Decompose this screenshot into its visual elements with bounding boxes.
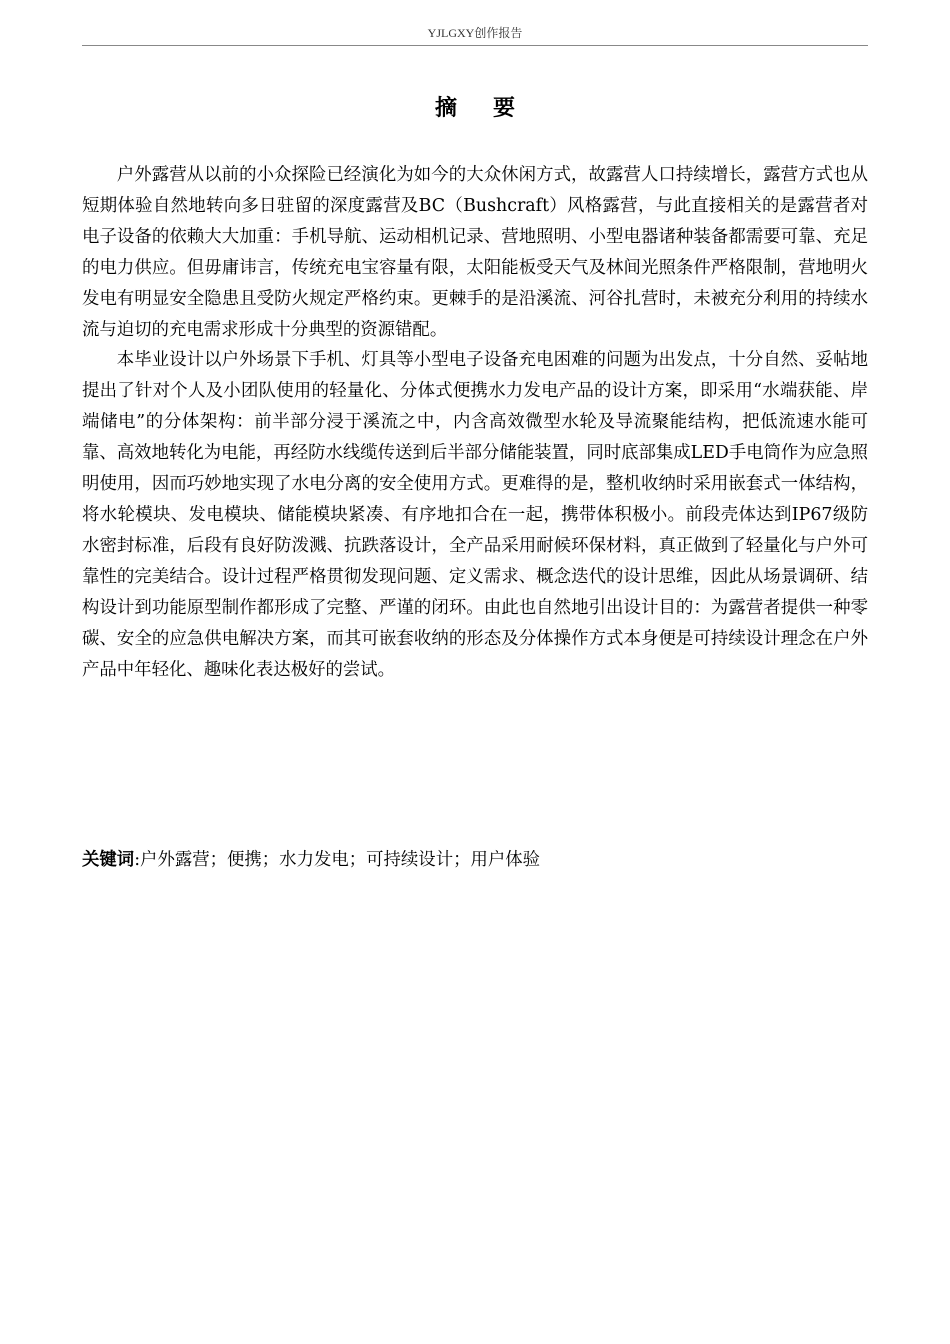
abstract-paragraph-2: 本毕业设计以户外场景下手机、灯具等小型电子设备充电困难的问题为出发点，十分自然、妥帖地提出了针对个人及小团队使用的轻量化、分体式便携水力发电产品的设计方案，即采用“水端获能、岸端储电”的分体架构：前半部分浸于溪流之中，内含高效微型水轮及导流聚能结构，把低流速水能可靠、高效地转化为电能，再经防水线缆传送到后半部分储能装置，同时底部集成LED手电筒作为应急照明使用，因而巧妙地实现了水电分离的安全使用方式。更难得的是，整机收纳时采用嵌套式一体结构，将水轮模块、发电模块、储能模块紧凑、有序地扣合在一起，携带体积极小。前段壳体达到IP67级防水密封标准，后段有良好防泼溅、抗跌落设计，全产品采用耐候环保材料，真正做到了轻量化与户外可靠性的完美结合。设计过程严格贯彻发现问题、定义需求、概念迭代的设计思维，因此从场景调研、结构设计到功能原型制作都形成了完整、严谨的闭环。由此也自然地引出设计目的：为露营者提供一种零碳、安全的应急供电解决方案，而其可嵌套收纳的形态及分体操作方式本身便是可持续设计理念在户外产品中年轻化、趣味化表达极好的尝试。 xyxy=(82,350,868,680)
abstract-body xyxy=(82,160,868,685)
keywords-label: 关键词 xyxy=(82,850,135,870)
abstract-title: 摘要 xyxy=(434,96,551,121)
header-divider xyxy=(82,45,868,46)
abstract-paragraph-1: 户外露营从以前的小众探险已经演化为如今的大众休闲方式，故露营人口持续增长，露营方式也从短期体验自然地转向多日驻留的深度露营及BC（Bushcraft）风格露营，与此直接相关的是露营者对电子设备的依赖大大加重：手机导航、运动相机记录、营地照明、小型电器诸种装备都需要可靠、充足的电力供应。但毋庸讳言，传统充电宝容量有限，太阳能板受天气及林间光照条件严格限制，营地明火发电有明显安全隐患且受防火规定严格约束。更棘手的是沿溪流、河谷扎营时，未被充分利用的持续水流与迫切的充电需求形成十分典型的资源错配。 xyxy=(82,165,868,340)
keywords-value: 户外露营；便携；水力发电；可持续设计；用户体验 xyxy=(140,850,541,870)
keywords-separator: : xyxy=(134,850,141,870)
keywords-line xyxy=(82,845,868,875)
running-header: YJLGXY创作报告 xyxy=(427,26,523,40)
